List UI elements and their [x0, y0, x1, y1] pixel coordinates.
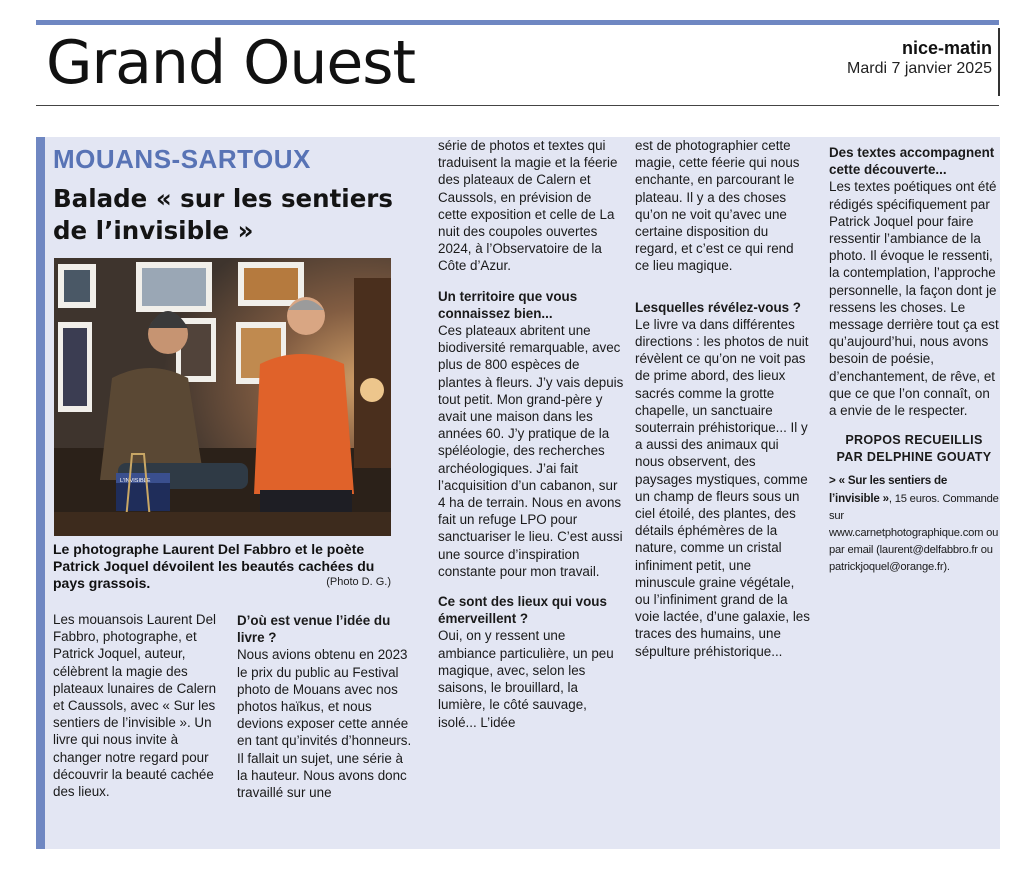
question-2: Un territoire que vous connaissez bien...	[438, 288, 578, 321]
book-info-title: > « Sur les sentiers de l’invisible »	[829, 474, 948, 506]
question-4: Lesquelles révélez-vous ?	[635, 299, 801, 315]
answer-4: Le livre va dans différentes directions : les photos de nuit révèlent ce qu’on ne voit pas de prime abord, des lieux sacrés comme la grotte chapelle, un sanctuaire souterrain préhistorique... Il y a aussi des animaux qui nous observent, des paysages mystiques, comme un champ de fleurs sous un ciel étoilé, des plantes, des détails éphémères de la nature, comme un cristal infiniment petit, une minuscule graine végétale, ou l’infiniment grand de la voie lactée, d’une galaxie, les traces des humains, une sépulture préhistorique...	[635, 316, 810, 659]
shelf	[354, 278, 391, 468]
man-in-orange-jacket	[254, 354, 354, 494]
table	[54, 512, 391, 536]
answer-1: Nous avions obtenu en 2023 le prix du public au Festival photo de Mouans avec nos photos haïkus, et nous devions exposer cette année en tant qu’invités d’honneurs. Il fallait un sujet, une série à la hauteur. Nous avons donc travaillé sur une	[237, 647, 412, 801]
answer-3: Oui, on y ressent une ambiance particulière, un peu magique, avec, selon les saisons, le brouillard, la lumière, le côté sauvage, isolé... L’idée	[438, 628, 614, 730]
issue-date: Mardi 7 janvier 2025	[847, 60, 992, 77]
article-intro: Les mouansois Laurent Del Fabbro, photographe, et Patrick Joquel, auteur, célèbrent la magie des plateaux lunaires de Calern et Caussols, avec « Sur les sentiers de l’invisible ». Un livre qui nous invite à changer notre regard pour découvrir la beauté cachée des lieux.	[53, 612, 217, 800]
book-info	[829, 472, 999, 576]
header-rule	[36, 105, 999, 106]
photo-caption: Le photographe Laurent Del Fabbro et le poète Patrick Joquel dévoilent les beautés cachées du pays grassois.	[53, 541, 375, 591]
answer-3-continued: est de photographier cette magie, cette féerie qui nous enchante, en parcourant le plateau. Il y a des choses qu’on ne voit qu’avec une certaine disposition du regard, et c’est ce qui rend ce lieu magique.	[635, 138, 800, 274]
byline-line-1: PROPOS RECUEILLIS	[845, 433, 983, 448]
article-column-3	[438, 137, 624, 731]
answer-2: Ces plateaux abritent une biodiversité remarquable, avec plus de 800 espèces de plantes à fleurs. J’y vais depuis tout petit. Mon grand-père y avait une maison dans les années 60. J’y pratique de la spéléologie, des recherches archéologiques. J’ai fait l’acquisition d’un cabanon, sur 4 ha de terrain. Nous en avons fait un refuge LPO pour sanctuariser le lieu. C’est aussi une source d’inspiration constante pour mon travail.	[438, 323, 624, 579]
article-kicker: MOUANS-SARTOUX	[53, 144, 311, 174]
article-column-1	[53, 611, 223, 800]
article-photo	[54, 258, 391, 536]
lamp	[360, 378, 384, 402]
masthead-divider	[998, 28, 1000, 96]
question-5: Des textes accompagnent cette découverte...	[829, 145, 995, 178]
answer-5: Les textes poétiques ont été rédigés spécifiquement par Patrick Joquel pour faire ressentir l’ambiance de la photo. Il évoque le ressenti, la contemplation, l’approche personnelle, la façon dont je ressens les choses. Le message derrière tout ça est qu’aujourd’hui, nous avons besoin de poésie, d’enchantement, de rêve, et que ce que l’on connaît, on a envie de le respecter.	[829, 179, 999, 419]
question-3: Ce sont des lieux qui vous émerveillent ?	[438, 594, 607, 627]
book-title-text: L'INVISIBLE	[120, 478, 151, 484]
top-accent-bar	[36, 20, 999, 25]
answer-1-continued: série de photos et textes qui traduisent la magie et la féerie des plateaux de Calern et Caussols, en prévision de cette exposition et celle de La nuit des coupoles ouvertes 2024, à l’Observatoire de la Côte d’Azur.	[438, 138, 618, 274]
masthead	[847, 38, 992, 80]
newspaper-brand: nice-matin	[901, 38, 992, 58]
book-info-text: , 15 euros. Commande sur www.carnetphotographique.com ou par email (laurent@delfabbro.fr ou patrickjoquel@orange.fr).	[829, 493, 999, 574]
article-headline: Balade « sur les sentiers de l’invisible »	[53, 184, 393, 245]
byline	[829, 432, 999, 466]
photo-credit: (Photo D. G.)	[326, 576, 391, 588]
byline-line-2: PAR DELPHINE GOUATY	[836, 450, 992, 465]
section-title: Grand Ouest	[46, 28, 416, 98]
question-1: D’où est venue l’idée du livre ?	[237, 613, 391, 646]
article-column-2	[237, 612, 413, 801]
article-side-stripe	[36, 137, 45, 849]
article-column-5	[829, 144, 999, 576]
photo-illustration	[54, 258, 391, 536]
article-column-4	[635, 137, 811, 660]
